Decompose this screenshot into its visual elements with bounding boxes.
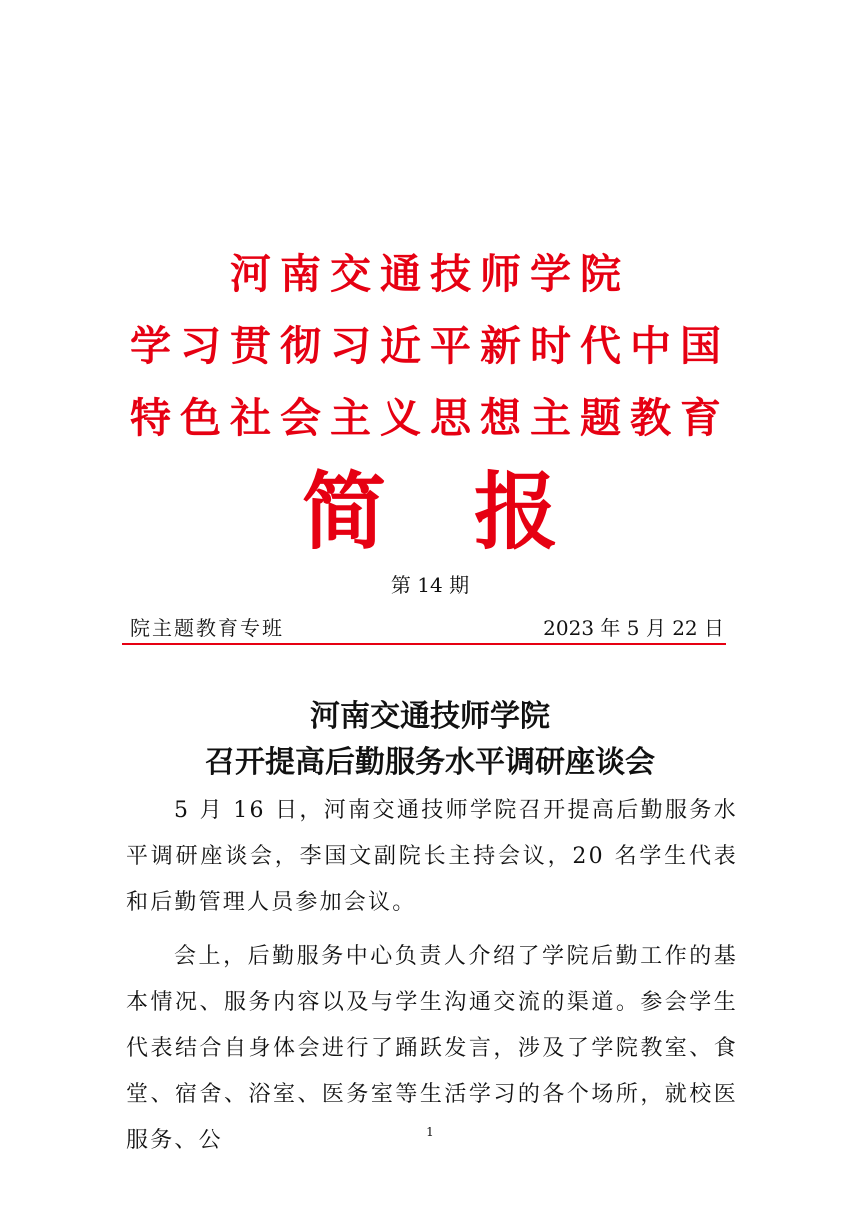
- bulletin-title: 简报: [301, 462, 646, 561]
- page-number: 1: [426, 1125, 434, 1139]
- masthead-line-3: 特色社会主义思想主题教育: [130, 394, 730, 442]
- issue-date: 2023 年 5 月 22 日: [543, 616, 724, 640]
- headline-line-2: 召开提高后勤服务水平调研座谈会: [205, 745, 655, 780]
- article-body: [126, 788, 738, 1166]
- masthead-line-school: 河南交通技师学院: [230, 250, 630, 298]
- body-paragraph-2: 会上，后勤服务中心负责人介绍了学院后勤工作的基本情况、服务内容以及与学生沟通交流的渠道。参会学生代表结合自身体会进行了踊跃发言，涉及了学院教室、食堂、宿舍、浴室、医务室等生活学习的各个场所，就校医服务、公: [126, 944, 738, 1153]
- red-divider: [122, 643, 726, 645]
- masthead-line-2: 学习贯彻习近平新时代中国: [130, 322, 730, 370]
- body-paragraph-1: 5 月 16 日，河南交通技师学院召开提高后勤服务水平调研座谈会，李国文副院长主持会议，20 名学生代表和后勤管理人员参加会议。: [126, 798, 738, 915]
- article-headline: [0, 694, 860, 786]
- meta-row: [130, 613, 724, 643]
- masthead: [0, 238, 860, 562]
- issuer-label: 院主题教育专班: [130, 616, 284, 640]
- issue-number: 第 14 期: [390, 573, 470, 597]
- headline-line-1: 河南交通技师学院: [310, 699, 550, 734]
